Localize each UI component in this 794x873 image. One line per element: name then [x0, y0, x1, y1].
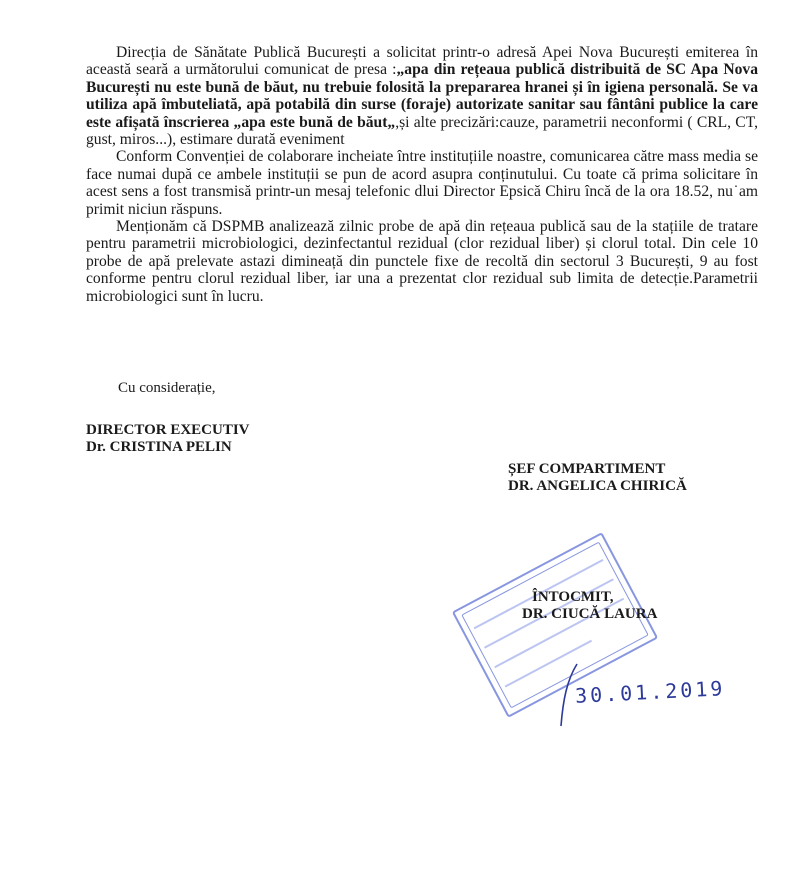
paragraph-1-intro: Direcția de Sănătate Publică București a solicitat printr-o adresă Apei Nova București emiterea în această seară a următorului comunicat de presa : [86, 44, 758, 79]
director-signature-block [86, 422, 250, 456]
director-role: DIRECTOR EXECUTIV [86, 422, 250, 438]
letter-body [86, 44, 758, 305]
handwritten-date: 30.01.2019 [574, 676, 726, 708]
paragraph-3: Menționăm că DSPMB analizează zilnic probe de apă din rețeaua publică sau de la stațiile de tratare pentru parametrii microbiologici, dezinfectantul rezidual (clor rezidual liber) și clorul total. Din cele 10 probe de apă prelevate astazi dimineață din punctele fixe de recoltă din sectorul 3 București, 9 au fost conforme pentru clorul rezidual liber, iar una a prezentat clor rezidual sub limita de detecție.Parametrii microbiologici sunt în lucru. [86, 218, 758, 305]
sef-signature-block [508, 461, 687, 495]
intocmit-block [522, 589, 657, 623]
press-release-quote: „apa din rețeaua publică distribuită de SC Apa Nova București nu este bună de băut, nu trebuie folosită la prepararea hranei și în igiena personală. Se va utiliza apă îmbuteliată, apă potabilă din surse (foraje) autorizate sanitar sau fântâni publice la care este afișată înscrierea „apa este bună de băut„ [86, 61, 758, 131]
closing-line: Cu considerație, [118, 380, 216, 396]
sef-role: ȘEF COMPARTIMENT [508, 461, 666, 477]
intocmit-name: DR. CIUCĂ LAURA [522, 606, 658, 622]
intocmit-label: ÎNTOCMIT, [532, 589, 614, 605]
director-name: Dr. CRISTINA PELIN [86, 439, 232, 455]
paragraph-2: Conform Convenției de colaborare incheiate între instituțiile noastre, comunicarea către mass media se face numai după ce ambele instituții se pun de acord asupra conținutului. Cu toate că prima solicitare în acest sens a fost transmisă printr-un mesaj telefonic dlui Director Epsică Chiru încă de la ora 18.52, nu˙am primit niciun răspuns. [86, 148, 758, 218]
paragraph-1 [86, 44, 758, 148]
paragraph-1-tail: ,și alte precizări:cauze, parametrii neconformi ( CRL, CT, gust, miros...), estimare durată eveniment [86, 113, 758, 149]
sef-name: DR. ANGELICA CHIRICĂ [508, 478, 687, 494]
